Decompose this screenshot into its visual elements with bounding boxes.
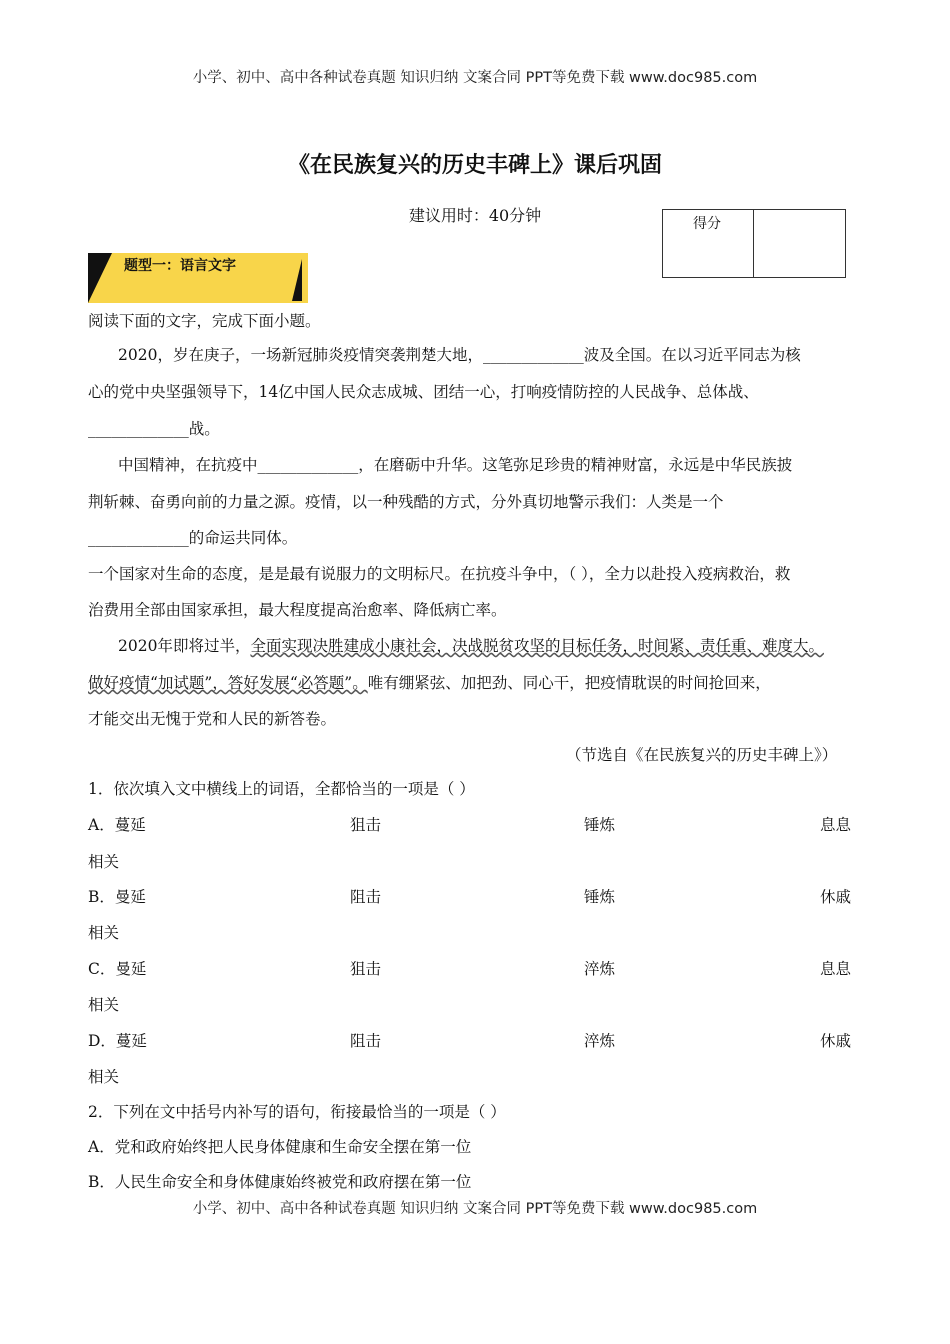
option-word: 相关 bbox=[88, 996, 120, 1014]
option-word: 锤炼 bbox=[584, 816, 616, 834]
score-label: 得分 bbox=[693, 216, 721, 232]
passage-line bbox=[118, 634, 824, 656]
passage-text: 唯有绷紧弦、加把劲、同心干，把疫情耽误的时间抢回来， bbox=[367, 674, 771, 692]
option-d[interactable]: D．蔓延 bbox=[88, 1032, 147, 1050]
passage-text: 2020年即将过半， bbox=[118, 637, 251, 655]
option-word: 休戚 bbox=[820, 1032, 852, 1050]
passage-line: 心的党中央坚强领导下，14亿中国人民众志成城、团结一心，打响疫情防控的人民战争、总体战、 bbox=[88, 383, 759, 401]
section-banner bbox=[88, 253, 308, 303]
option-word: 阻击 bbox=[350, 1032, 382, 1050]
option-word: 相关 bbox=[88, 1068, 120, 1086]
page-title: 《在民族复兴的历史丰碑上》课后巩固 bbox=[287, 153, 662, 178]
q2-option-b[interactable]: B．人民生命安全和身体健康始终被党和政府摆在第一位 bbox=[88, 1173, 472, 1191]
passage-line: 一个国家对生命的态度，是是最有说服力的文明标尺。在抗疫斗争中，（ ），全力以赴投入疫病救治，救 bbox=[88, 565, 791, 583]
passage-line: 2020，岁在庚子，一场新冠肺炎疫情突袭荆楚大地，_____________波及全国。在以习近平同志为核 bbox=[118, 346, 801, 364]
option-word: 狙击 bbox=[350, 816, 382, 834]
option-b[interactable]: B．曼延 bbox=[88, 888, 146, 906]
option-a[interactable]: A．蔓延 bbox=[88, 816, 146, 834]
option-word: 淬炼 bbox=[584, 1032, 616, 1050]
passage-line: 中国精神，在抗疫中_____________，在磨砺中升华。这笔弥足珍贵的精神财富，永远是中华民族披 bbox=[118, 456, 793, 474]
underlined-text: 全面实现决胜建成小康社会，决战脱贫攻坚的目标任务，时间紧、责任重、难度大。 bbox=[250, 637, 824, 655]
option-word: 阻击 bbox=[350, 888, 382, 906]
option-word: 息息 bbox=[820, 816, 852, 834]
passage-line bbox=[88, 671, 771, 693]
passage-line: 治费用全部由国家承担，最大程度提高治愈率、降低病亡率。 bbox=[88, 601, 507, 619]
page-header: 小学、初中、高中各种试卷真题 知识归纳 文案合同 PPT等免费下载 www.doc985.com bbox=[192, 70, 758, 86]
passage-line: 才能交出无愧于党和人民的新答卷。 bbox=[88, 710, 337, 728]
option-word: 狙击 bbox=[350, 960, 382, 978]
option-word: 锤炼 bbox=[584, 888, 616, 906]
question-1: 1．依次填入文中横线上的词语，全都恰当的一项是（ ） bbox=[88, 780, 475, 798]
option-word: 休戚 bbox=[820, 888, 852, 906]
option-c[interactable]: C．曼延 bbox=[88, 960, 147, 978]
option-word: 相关 bbox=[88, 853, 120, 871]
page-footer: 小学、初中、高中各种试卷真题 知识归纳 文案合同 PPT等免费下载 www.doc985.com bbox=[192, 1201, 758, 1217]
passage-line: 荆斩棘、奋勇向前的力量之源。疫情，以一种残酷的方式，分外真切地警示我们：人类是一个 bbox=[88, 493, 724, 511]
option-word: 息息 bbox=[820, 960, 852, 978]
question-2: 2．下列在文中括号内补写的语句，衔接最恰当的一项是（ ） bbox=[88, 1103, 506, 1121]
score-box bbox=[662, 209, 846, 278]
underlined-text: 做好疫情“加试题”，答好发展“必答题”。 bbox=[88, 674, 368, 692]
section-title: 题型一：语言文字 bbox=[124, 258, 236, 274]
option-word: 相关 bbox=[88, 924, 120, 942]
passage-line: _____________战。 bbox=[88, 420, 220, 438]
suggested-time: 建议用时：40分钟 bbox=[408, 206, 542, 225]
option-word: 淬炼 bbox=[584, 960, 616, 978]
intro-text: 阅读下面的文字，完成下面小题。 bbox=[88, 312, 321, 330]
q2-option-a[interactable]: A．党和政府始终把人民身体健康和生命安全摆在第一位 bbox=[88, 1138, 472, 1156]
source-note: （节选自《在民族复兴的历史丰碑上》） bbox=[566, 746, 838, 764]
passage-line: _____________的命运共同体。 bbox=[88, 529, 298, 547]
